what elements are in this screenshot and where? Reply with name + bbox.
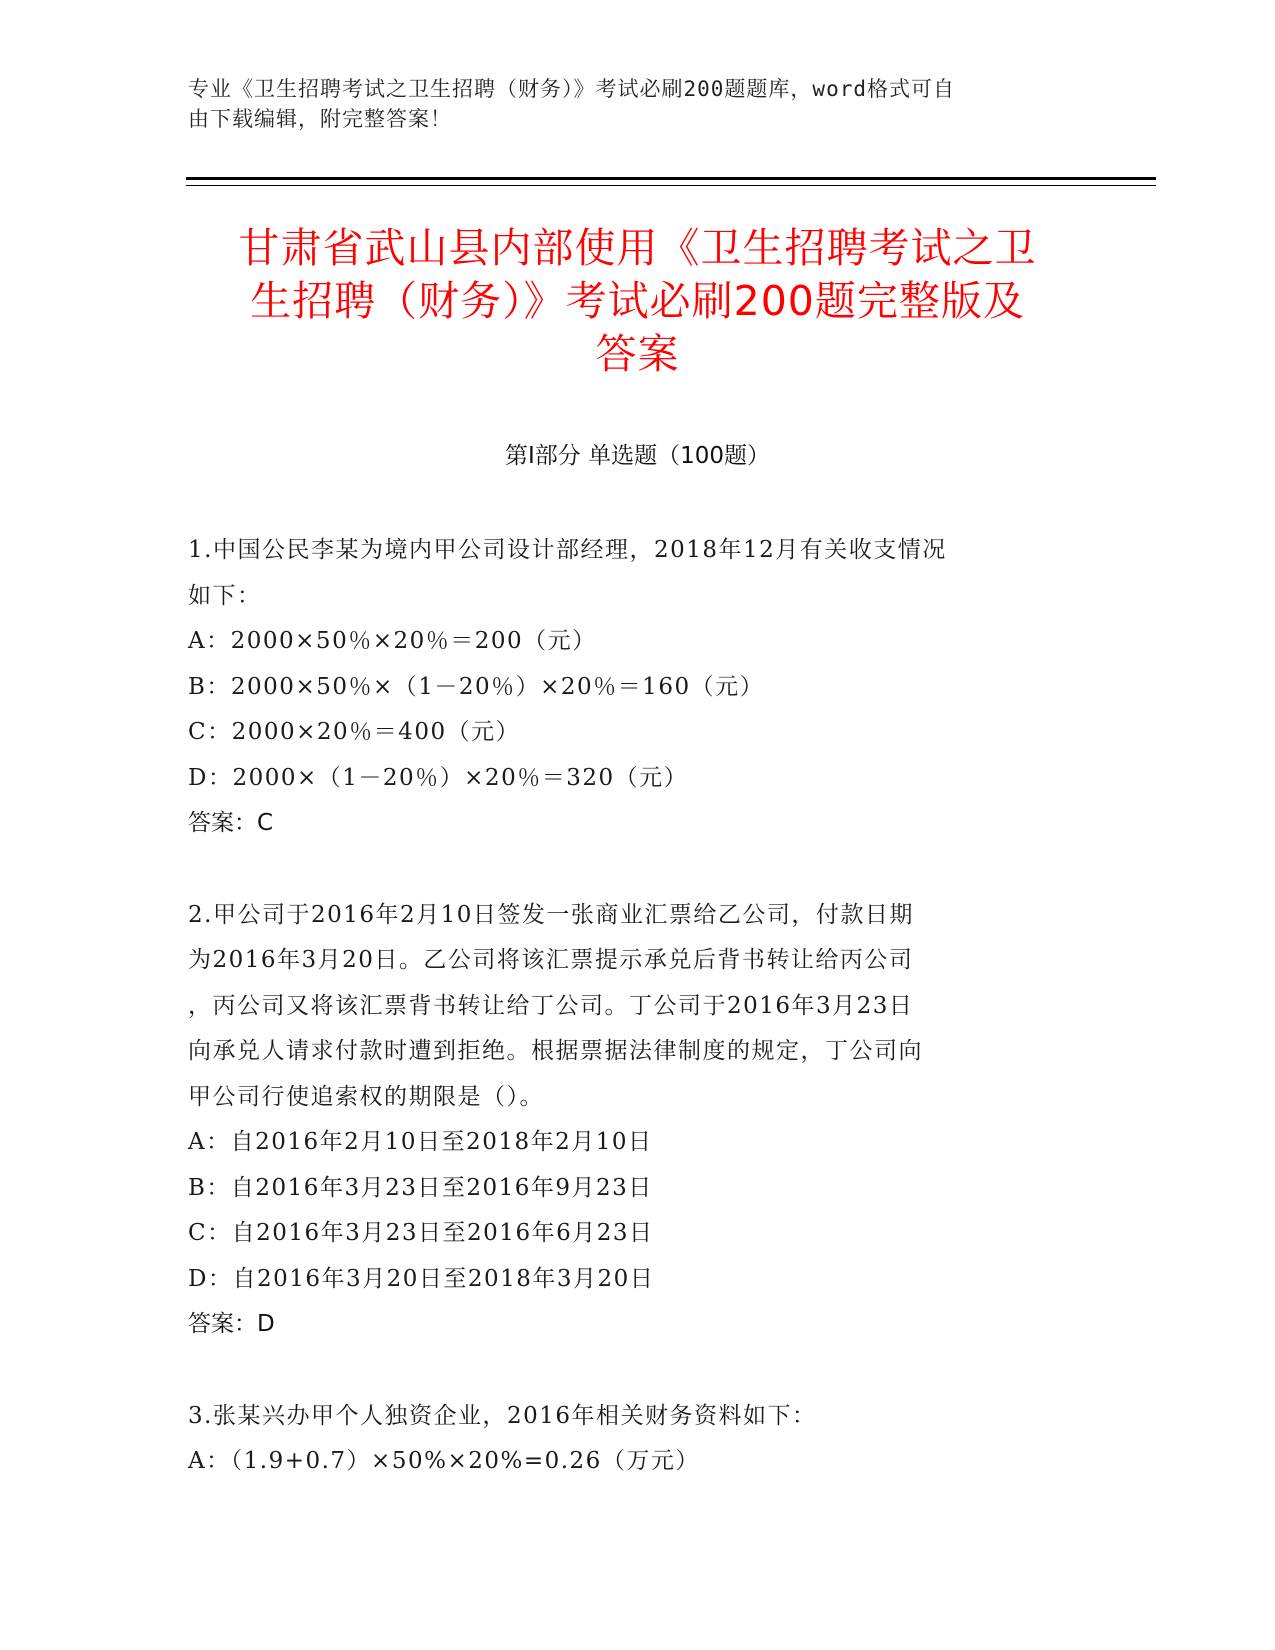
question-text: 向承兑人请求付款时遭到拒绝。根据票据法律制度的规定，丁公司向 bbox=[188, 1038, 923, 1064]
answer-text: 答案：C bbox=[188, 810, 274, 836]
option-key: B： bbox=[188, 673, 231, 700]
option-key: A： bbox=[188, 1129, 231, 1155]
header-note bbox=[188, 74, 1088, 134]
document-title bbox=[180, 222, 1095, 381]
option-c bbox=[188, 710, 1088, 756]
option-text: （1.9+0.7）×50%×20%=0.26（万元） bbox=[230, 1448, 700, 1474]
question-text: 3.张某兴办甲个人独资企业，2016年相关财务资料如下： bbox=[188, 1402, 817, 1429]
title-line: 甘肃省武山县内部使用《卫生招聘考试之卫 bbox=[238, 224, 1037, 272]
option-text: 自2016年2月10日至2018年2月10日 bbox=[230, 1129, 653, 1155]
option-text: 自2016年3月23日至2016年9月23日 bbox=[230, 1174, 653, 1201]
header-divider-thin bbox=[186, 185, 1156, 186]
question-text: 甲公司行使追索权的期限是（）。 bbox=[188, 1083, 544, 1110]
header-note-line: 由下载编辑，附完整答案！ bbox=[188, 107, 452, 131]
option-text: 2000×50％×（1－20％）×20％＝160（元） bbox=[230, 673, 765, 700]
option-key: D： bbox=[188, 1265, 233, 1292]
question-text: 1.中国公民李某为境内甲公司设计部经理，2018年12月有关收支情况 bbox=[188, 537, 947, 563]
question-text: 2.甲公司于2016年2月10日签发一张商业汇票给乙公司，付款日期 bbox=[188, 901, 914, 928]
option-key: A： bbox=[188, 1448, 231, 1474]
question-item bbox=[188, 893, 1088, 1348]
option-text: 2000×（1－20％）×20％＝320（元） bbox=[232, 764, 689, 791]
option-c bbox=[188, 1211, 1088, 1257]
question-text: ，丙公司又将该汇票背书转让给丁公司。丁公司于2016年3月23日 bbox=[188, 992, 914, 1019]
option-a bbox=[188, 619, 1088, 665]
title-line: 生招聘（财务）》考试必刷200题完整版及 bbox=[250, 277, 1025, 325]
question-item bbox=[188, 1394, 1088, 1485]
option-d bbox=[188, 1257, 1088, 1303]
option-key: A： bbox=[188, 628, 231, 654]
option-key: C： bbox=[188, 719, 232, 745]
section-heading: 第I部分 单选题（100题） bbox=[505, 443, 770, 469]
option-key: C： bbox=[188, 1220, 232, 1246]
answer-text: 答案：D bbox=[188, 1311, 275, 1337]
title-line: 答案 bbox=[595, 330, 680, 378]
option-key: B： bbox=[188, 1174, 231, 1201]
option-text: 自2016年3月23日至2016年6月23日 bbox=[231, 1220, 654, 1246]
header-note-line: 专业《卫生招聘考试之卫生招聘（财务）》考试必刷200题题库，word格式可自 bbox=[188, 77, 955, 101]
option-text: 自2016年3月20日至2018年3月20日 bbox=[232, 1265, 655, 1292]
option-key: D： bbox=[188, 764, 233, 791]
option-a bbox=[188, 1120, 1088, 1166]
question-item bbox=[188, 528, 1088, 847]
option-d bbox=[188, 756, 1088, 802]
option-b bbox=[188, 1166, 1088, 1212]
option-a bbox=[188, 1439, 1088, 1485]
question-text: 为2016年3月20日。乙公司将该汇票提示承兑后背书转让给丙公司 bbox=[188, 947, 914, 973]
question-text: 如下： bbox=[188, 582, 262, 609]
question-list bbox=[188, 528, 1088, 1531]
header-divider-thick bbox=[186, 177, 1156, 180]
option-text: 2000×20％＝400（元） bbox=[231, 719, 521, 745]
option-b bbox=[188, 665, 1088, 711]
option-text: 2000×50％×20％＝200（元） bbox=[230, 628, 597, 654]
